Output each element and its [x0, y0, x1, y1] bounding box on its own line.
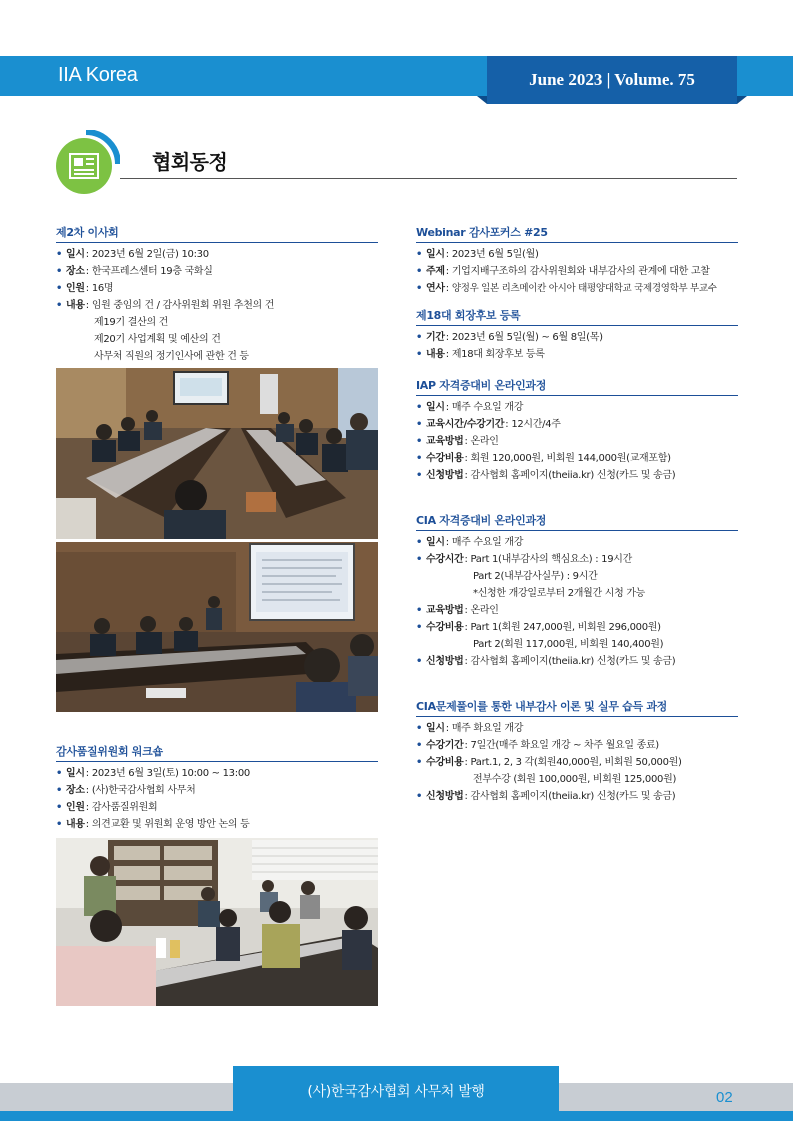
item-value: 16명: [91, 283, 114, 294]
item-value: 기업지배구조하의 감사위원회와 내부감사의 관계에 대한 고찰: [451, 266, 710, 277]
webinar-block: [416, 224, 738, 297]
iap-title: IAP 자격증대비 온라인과정: [416, 377, 738, 396]
item-label: 교육방법: [426, 605, 464, 616]
list-item: • 교육방법 : 온라인: [416, 433, 738, 450]
workshop-photo: [56, 838, 378, 1006]
item-label: 신청방법: [426, 656, 464, 667]
item-value: 제18대 회장후보 등록: [451, 349, 545, 360]
iap-block: [416, 377, 738, 484]
list-item: • 일시 : 매주 수요일 개강: [416, 534, 738, 551]
item-continuation: Part 2(회원 117,000원, 비회원 140,400원): [473, 639, 664, 650]
cia-block: [416, 512, 738, 670]
item-label: 내용: [426, 349, 445, 360]
item-value: 매주 화요일 개강: [451, 723, 524, 734]
item-value: 매주 수요일 개강: [451, 537, 524, 548]
item-label: 장소: [66, 266, 85, 277]
page-number: 02: [716, 1089, 733, 1106]
item-label: 교육방법: [426, 436, 464, 447]
item-label: 주제: [426, 266, 445, 277]
item-value: 온라인: [470, 436, 499, 447]
list-item: • 인원 : 16명: [56, 280, 378, 297]
list-item: • 일시 : 매주 수요일 개강: [416, 399, 738, 416]
item-value: 임원 중임의 건 / 감사위원회 위원 추천의 건: [91, 300, 275, 311]
list-item: • 수강시간 : Part 1(내부감사의 핵심요소) : 19시간: [416, 551, 738, 568]
list-item: • 교육방법 : 온라인: [416, 602, 738, 619]
list-item: • 내용 : 임원 중임의 건 / 감사위원회 위원 추천의 건: [56, 297, 378, 314]
item-label: 장소: [66, 785, 85, 796]
workshop-block: [56, 743, 378, 833]
issue-ribbon-fold-left: [477, 96, 487, 104]
item-value: 2023년 6월 3일(토) 10:00 ~ 13:00: [91, 768, 250, 779]
list-item: • 신청방법 : 감사협회 홈페이지(theiia.kr) 신청(카드 및 송금): [416, 653, 738, 670]
item-label: 수강기간: [426, 740, 464, 751]
item-label: 연사: [426, 283, 445, 294]
item-value: 2023년 6월 5일(월) ~ 6월 8일(목): [451, 332, 603, 343]
item-value: 12시간/4주: [511, 419, 561, 430]
cia-practice-block: [416, 698, 738, 805]
item-value: 매주 수요일 개강: [451, 402, 524, 413]
section-title: 협회동정: [152, 150, 228, 174]
section-divider: [120, 178, 737, 179]
item-value: 감사협회 홈페이지(theiia.kr) 신청(카드 및 송금): [470, 470, 676, 481]
item-label: 일시: [426, 249, 445, 260]
list-item: • 인원 : 감사품질위원회: [56, 799, 378, 816]
list-item: • 장소 : (사)한국감사협회 사무처: [56, 782, 378, 799]
item-value: 양정우 일본 리츠메이칸 아시아 태평양대학교 국제경영학부 부교수: [451, 283, 717, 294]
board-meeting-block: [56, 224, 378, 365]
list-item: • 내용 : 제18대 회장후보 등록: [416, 346, 738, 363]
item-label: 수강비용: [426, 453, 464, 464]
item-continuation: *신청한 개강일로부터 2개월간 시청 가능: [473, 588, 646, 599]
item-label: 일시: [66, 249, 85, 260]
item-continuation: 제20기 사업계획 및 예산의 건: [94, 334, 221, 345]
list-item: • 수강비용 : Part 1(회원 247,000원, 비회원 296,000원): [416, 619, 738, 636]
newspaper-icon: [52, 130, 120, 198]
item-value: 감사품질위원회: [91, 802, 158, 813]
item-value: Part 1(내부감사의 핵심요소) : 19시간: [470, 554, 633, 565]
item-value: 감사협회 홈페이지(theiia.kr) 신청(카드 및 송금): [470, 791, 676, 802]
board-meeting-photo-1: [56, 368, 378, 539]
item-label: 내용: [66, 300, 85, 311]
item-value: 회원 120,000원, 비회원 144,000원(교재포함): [470, 453, 671, 464]
item-label: 기간: [426, 332, 445, 343]
list-item: • 일시 : 2023년 6월 2일(금) 10:30: [56, 246, 378, 263]
item-continuation: 전부수강 (회원 100,000원, 비회원 125,000원): [473, 774, 677, 785]
list-item: • 신청방법 : 감사협회 홈페이지(theiia.kr) 신청(카드 및 송금): [416, 788, 738, 805]
item-label: 신청방법: [426, 470, 464, 481]
board-meeting-title: 제2차 이사회: [56, 224, 378, 243]
item-continuation: 제19기 결산의 건: [94, 317, 169, 328]
cia-title: CIA 자격증대비 온라인과정: [416, 512, 738, 531]
election-title: 제18대 회장후보 등록: [416, 307, 738, 326]
item-continuation: 사무처 직원의 정기인사에 관한 건 등: [94, 351, 249, 362]
item-label: 일시: [426, 723, 445, 734]
item-label: 수강비용: [426, 622, 464, 633]
list-item: • 수강비용 : 회원 120,000원, 비회원 144,000원(교재포함): [416, 450, 738, 467]
item-value: 2023년 6월 5일(월): [451, 249, 539, 260]
list-item: • 연사 : 양정우 일본 리츠메이칸 아시아 태평양대학교 국제경영학부 부교수: [416, 280, 738, 297]
item-label: 수강비용: [426, 757, 464, 768]
item-label: 인원: [66, 802, 85, 813]
item-value: 의견교환 및 위원회 운영 방안 논의 등: [91, 819, 250, 830]
item-label: 교육시간/수강기간: [426, 419, 505, 430]
list-item: • 일시 : 2023년 6월 5일(월): [416, 246, 738, 263]
board-meeting-photo-2: [56, 542, 378, 712]
item-continuation: Part 2(내부감사실무) : 9시간: [473, 571, 598, 582]
election-block: [416, 307, 738, 363]
item-label: 일시: [66, 768, 85, 779]
webinar-title: Webinar 감사포커스 #25: [416, 224, 738, 243]
item-label: 내용: [66, 819, 85, 830]
list-item: • 수강비용 : Part.1, 2, 3 각(회원40,000원, 비회원 50,000원): [416, 754, 738, 771]
list-item: • 내용 : 의견교환 및 위원회 운영 방안 논의 등: [56, 816, 378, 833]
list-item: • 주제 : 기업지배구조하의 감사위원회와 내부감사의 관계에 대한 고찰: [416, 263, 738, 280]
item-label: 일시: [426, 537, 445, 548]
brand-name: IIA Korea: [58, 64, 138, 86]
issue-label: June 2023 | Volume. 75: [487, 56, 737, 104]
list-item: • 일시 : 2023년 6월 3일(토) 10:00 ~ 13:00: [56, 765, 378, 782]
item-value: 감사협회 홈페이지(theiia.kr) 신청(카드 및 송금): [470, 656, 676, 667]
list-item: • 장소 : 한국프레스센터 19층 국화실: [56, 263, 378, 280]
issue-ribbon-fold-right: [737, 96, 747, 104]
list-item: • 기간 : 2023년 6월 5일(월) ~ 6월 8일(목): [416, 329, 738, 346]
list-item: • 수강기간 : 7일간(매주 화요일 개강 ~ 차주 월요일 종료): [416, 737, 738, 754]
cia-practice-title: CIA문제풀이를 통한 내부감사 이론 및 실무 습득 과정: [416, 698, 738, 717]
list-item: • 신청방법 : 감사협회 홈페이지(theiia.kr) 신청(카드 및 송금): [416, 467, 738, 484]
list-item: • 교육시간/수강기간 : 12시간/4주: [416, 416, 738, 433]
item-label: 일시: [426, 402, 445, 413]
list-item: • 일시 : 매주 화요일 개강: [416, 720, 738, 737]
item-value: 온라인: [470, 605, 499, 616]
item-value: Part 1(회원 247,000원, 비회원 296,000원): [470, 622, 661, 633]
item-value: Part.1, 2, 3 각(회원40,000원, 비회원 50,000원): [470, 757, 682, 768]
item-value: 7일간(매주 화요일 개강 ~ 차주 월요일 종료): [470, 740, 659, 751]
footer-publisher: (사)한국감사협회 사무처 발행: [233, 1066, 559, 1116]
item-label: 수강시간: [426, 554, 464, 565]
item-value: 2023년 6월 2일(금) 10:30: [91, 249, 209, 260]
item-value: (사)한국감사협회 사무처: [91, 785, 196, 796]
item-value: 한국프레스센터 19층 국화실: [91, 266, 213, 277]
footer-bottom-line: [0, 1111, 793, 1121]
item-label: 인원: [66, 283, 85, 294]
item-label: 신청방법: [426, 791, 464, 802]
workshop-title: 감사품질위원회 워크숍: [56, 743, 378, 762]
